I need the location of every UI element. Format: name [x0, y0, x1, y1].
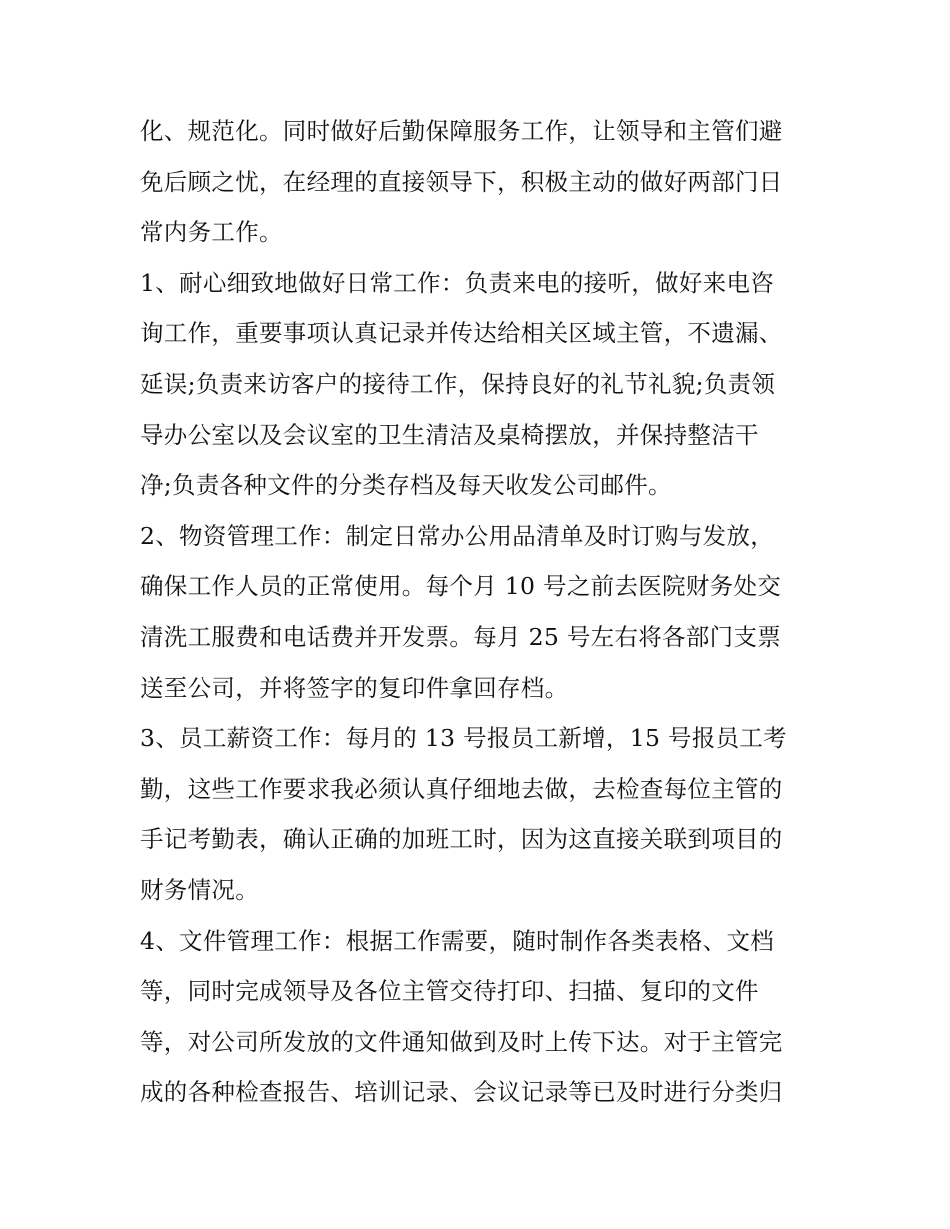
text-line: 净;负责各种文件的分类存档及每天收发公司邮件。 [140, 471, 672, 500]
text-line: 3、员工薪资工作：每月的 13 号报员工新增，15 号报员工考 [140, 724, 787, 753]
text-line: 化、规范化。同时做好后勤保障服务工作，让领导和主管们避 [140, 117, 783, 145]
text-line: 清洗工服费和电话费并开发票。每月 25 号左右将各部门支票 [140, 622, 782, 651]
text-line: 等，同时完成领导及各位主管交待打印、扫描、复印的文件 [140, 977, 759, 1006]
text-line: 2、物资管理工作：制定日常办公用品清单及时订购与发放， [140, 521, 775, 550]
text-line: 导办公室以及会议室的卫生清洁及桌椅摆放，并保持整洁干 [140, 420, 759, 449]
text-line: 确保工作人员的正常使用。每个月 10 号之前去医院财务处交 [140, 572, 782, 601]
text-line: 财务情况。 [140, 875, 259, 904]
text-line: 延误;负责来访客户的接待工作，保持良好的礼节礼貌;负责领 [140, 369, 776, 398]
text-line: 送至公司，并将签字的复印件拿回存档。 [140, 673, 569, 702]
body-text [140, 106, 812, 1118]
text-line: 1、耐心细致地做好日常工作：负责来电的接听，做好来电咨 [140, 268, 775, 297]
text-line: 询工作，重要事项认真记录并传达给相关区域主管，不遗漏、 [140, 319, 783, 348]
text-line: 手记考勤表，确认正确的加班工时，因为这直接关联到项目的 [140, 825, 783, 854]
text-line: 4、文件管理工作：根据工作需要，随时制作各类表格、文档 [140, 926, 775, 955]
text-line: 常内务工作。 [140, 218, 283, 247]
text-line: 勤，这些工作要求我必须认真仔细地去做，去检查每位主管的 [140, 774, 783, 803]
text-line: 免后顾之忧，在经理的直接领导下，积极主动的做好两部门日 [140, 167, 783, 196]
text-line: 等，对公司所发放的文件通知做到及时上传下达。对于主管完 [140, 1027, 783, 1056]
text-line: 成的各种检查报告、培训记录、会议记录等已及时进行分类归 [140, 1078, 783, 1107]
